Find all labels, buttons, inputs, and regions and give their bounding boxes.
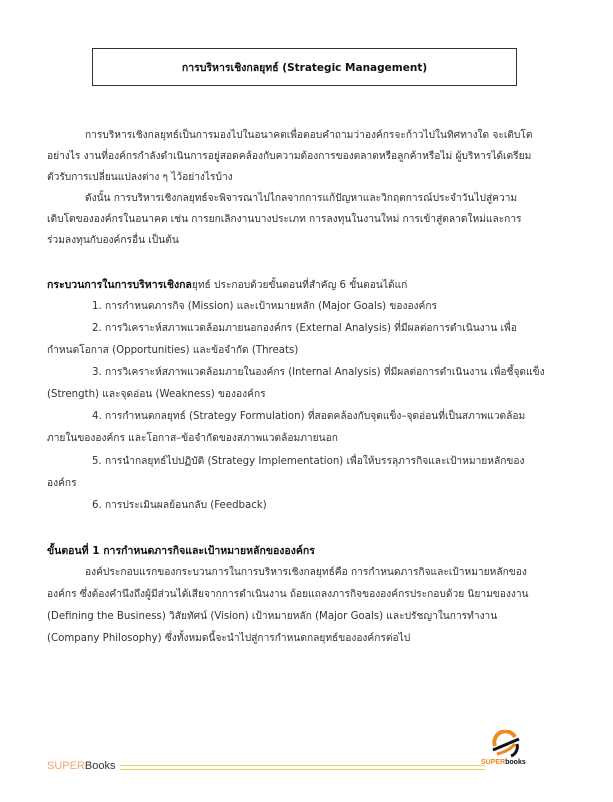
step-item-4: 4. การกำหนดกลยุทธ์ (Strategy Formulation) ที่สอดคล้องกับจุดแข็ง–จุดอ่อนที่เป็นสภาพแวดล้อม <box>92 411 526 422</box>
step-item-2: 2. การวิเคราะห์สภาพแวดล้อมภายนอกองค์กร (External Analysis) ที่มีผลต่อการดำเนินงาน เพื่อ <box>92 323 517 334</box>
step-item-5: 5. การนำกลยุทธ์ไปปฏิบัติ (Strategy Implementation) เพื่อให้บรรลุภารกิจและเป้าหมายหลักของ <box>92 456 525 467</box>
footer-rule <box>120 765 485 770</box>
step-item-6: 6. การประเมินผลย้อนกลับ (Feedback) <box>92 500 267 511</box>
logo-text-books: books <box>505 759 526 766</box>
footer-brand <box>47 760 115 772</box>
process-heading <box>47 276 407 293</box>
title-box <box>92 48 517 86</box>
step-item-2-cont: กำหนดโอกาส (Opportunities) และข้อจำกัด (Threats) <box>47 345 299 356</box>
superbooks-logo <box>481 730 531 770</box>
step1-heading: ขั้นตอนที่ 1 การกำหนดภารกิจและเป้าหมายหลักขององค์กร <box>47 545 315 557</box>
step-item-4-cont: ภายในขององค์กร และโอกาส–ข้อจำกัดของสภาพแวดล้อมภายนอก <box>47 433 338 444</box>
step-item-3: 3. การวิเคราะห์สภาพแวดล้อมภายในองค์กร (Internal Analysis) ที่มีผลต่อการดำเนินงาน เพื่อชี้จุดแข็ง <box>92 367 545 378</box>
step1-line2: องค์กร ซึ่งต้องคำนึงถึงผู้มีส่วนได้เสียจากการดำเนินงาน ถ้อยแถลงภารกิจขององค์กรประกอบด้วย นิยามของงาน <box>47 589 529 600</box>
intro-p1-line1: การบริหารเชิงกลยุทธ์เป็นการมองไปในอนาคตเพื่อตอบคำถามว่าองค์กรจะก้าวไปในทิศทางใด จะเติบโต <box>85 130 533 141</box>
step-item-1: 1. การกำหนดภารกิจ (Mission) และเป้าหมายหลัก (Major Goals) ขององค์กร <box>92 301 437 312</box>
intro-p1-line3: ตัวรับการเปลี่ยนแปลงต่าง ๆ ไว้อย่างไรบ้าง <box>47 172 233 183</box>
step-item-3-cont: (Strength) และจุดอ่อน (Weakness) ขององค์กร <box>47 389 266 400</box>
step-item-5-cont: องค์กร <box>47 478 77 489</box>
intro-p1-line2: อย่างไร งานที่องค์กรกำลังดำเนินการอยู่สอดคล้องกับความต้องการของตลาดหรือลูกค้าหรือไม่ ผู้บริหารได้เตรียม <box>47 151 532 162</box>
logo-text-super: SUPER <box>481 759 506 766</box>
process-heading-rest: ยุทธ์ ประกอบด้วยขั้นตอนที่สำคัญ 6 ขั้นตอนได้แก่ <box>191 280 408 291</box>
step1-line1: องค์ประกอบแรกของกระบวนการในการบริหารเชิงกลยุทธ์คือ การกำหนดภารกิจและเป้าหมายหลักของ <box>85 567 527 578</box>
step1-line3: (Defining the Business) วิสัยทัศน์ (Vision) เป้าหมายหลัก (Major Goals) และปรัชญาในการทำงาน <box>47 611 498 622</box>
footer-brand-books: Books <box>84 760 116 772</box>
logo-text <box>481 759 526 766</box>
intro-p2-line2: เติบโตขององค์กรในอนาคต เช่น การยกเลิกงานบางประเภท การลงทุนในงานใหม่ การเข้าสู่ตลาดใหม่และการ <box>47 214 522 225</box>
intro-p2-line3: ร่วมลงทุนกับองค์กรอื่น เป็นต้น <box>47 235 179 246</box>
step1-line4: (Company Philosophy) ซึ่งทั้งหมดนี้จะนำไปสู่การกำหนดกลยุทธ์ขององค์กรต่อไป <box>47 633 411 644</box>
swoosh-logo-icon <box>481 730 531 760</box>
process-heading-bold: กระบวนการในการบริหารเชิงกล <box>47 279 192 291</box>
footer-brand-super: SUPER <box>47 760 85 772</box>
page-title: การบริหารเชิงกลยุทธ์ (Strategic Management) <box>181 62 428 74</box>
intro-p2-line1: ดังนั้น การบริหารเชิงกลยุทธ์จะพิจารณาไปไกลจากการแก้ปัญหาและวิกฤตการณ์ประจำวันไปสู่ความ <box>85 193 518 204</box>
